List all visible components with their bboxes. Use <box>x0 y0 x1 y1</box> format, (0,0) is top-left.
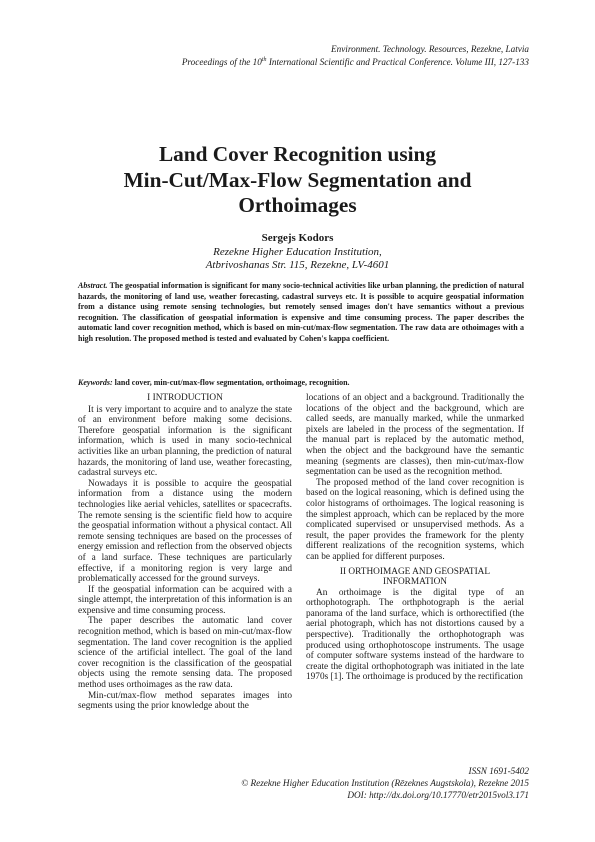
running-header-venue: Environment. Technology. Resources, Rezekne, Latvia <box>331 44 529 54</box>
section-heading-introduction: I INTRODUCTION <box>147 393 223 403</box>
author-affiliation <box>60 246 535 272</box>
paragraph: Min-cut/max-flow method separates images into segments using the prior knowledge about the <box>78 690 292 712</box>
footer-doi: DOI: http://dx.doi.org/10.17770/etr2015vol3.171 <box>347 790 529 800</box>
paragraph: It is very important to acquire and to analyze the state of an environment before making some decisions. Therefore geospatial information is the significant information, which is used in many socio-technical activities like an urban planning, the prediction of natural hazards, the monitoring of land use, weather forecasting, cadastral surveys etc. <box>78 404 292 479</box>
affiliation-line-1: Rezekne Higher Education Institution, <box>213 246 382 258</box>
title-line-1: Land Cover Recognition using <box>158 142 437 166</box>
affiliation-line-2: Atbrivoshanas Str. 115, Rezekne, LV-4601 <box>205 259 390 271</box>
title-line-3: Orthoimages <box>238 193 357 217</box>
title-line-2: Min-Cut/Max-Flow Segmentation and <box>123 167 472 192</box>
section-heading-line-1: II ORTHOIMAGE AND GEOSPATIAL <box>339 566 491 577</box>
paper-title <box>60 142 535 219</box>
abstract-text: The geospatial information is significant for many socio-technical activities like urban planning, the prediction of natural hazards, the monitoring of land use, weather forecasting, cadastral surveys etc. It is possible to acquire geospatial information from a distance using remote sensing technologies, but remotely sensed images don't have semantics without a previous recognition. The classification of geospatial information is expensive and time consuming process. The paper describes the automatic land cover recognition method, which is based on min-cut/max-flow segmentation. The raw data are othoimages with a high resolution. The proposed method is tested and evaluated by Cohen's kappa coefficient. <box>78 281 524 343</box>
proceedings-text-start: Proceedings of the 10 <box>181 57 262 68</box>
abstract <box>78 281 524 345</box>
abstract-label: Abstract. <box>78 281 108 290</box>
running-header-proceedings <box>182 55 529 69</box>
paragraph: Nowadays it is possible to acquire the geospatial information from a distance using the modern technologies like aerial vehicles, satellites or spacecrafts. The remote sensing is the scientific field how to acquire the geospatial information without a physical contact. All remote sensing techniques are based on the processes of energy emission and reflection from the observed objects of a land surface. These techniques are particularly effective, if a monitoring region is very large and problematically accessed for the ground surveys. <box>78 478 292 585</box>
paragraph: An orthoimage is the digital type of an orthophotograph. The orthphotograph is the aerial panorama of the land surface, which is orthorectified (the aerial photograph, which has not distortions caused by a perspective). Traditionally the orthophotograph was produced using orthophotoscope instruments. The usage of computer software systems instead of the hardware to create the digital orthophotograph was initiated in the late 1970s [1]. The orthoimage is produced by the rectification <box>306 587 524 683</box>
section-heading-orthoimage <box>306 567 524 588</box>
paragraph: The proposed method of the land cover recognition is based on the logical reasoning, which is defined using the color histograms of orthoimages. The logical reasoning is the simplest approach, which can be replaced by the more complicated supervised or unsupervised methods. As a result, the paper provides the framework for the plenty different realizations of the recognition systems, which can be applied for different purposes. <box>306 477 524 562</box>
paragraph: The paper describes the automatic land cover recognition method, which is based on min-cut/max-flow segmentation. The land cover recognition is the applied science of the artificial intellect. The goal of the land cover recognition is the classification of the geospatial objects using the remote sensing data. The proposed method uses orthoimages as the raw data. <box>78 616 292 691</box>
keywords <box>78 378 524 389</box>
footer-copyright: © Rezekne Higher Education Institution (Rēzeknes Augstskola), Rezekne 2015 <box>241 778 529 788</box>
keywords-text: land cover, min-cut/max-flow segmentation, orthoimage, recognition. <box>112 378 350 387</box>
proceedings-text-end: International Scientific and Practical Conference. Volume III, 127-133 <box>266 57 529 68</box>
section-heading-line-2: INFORMATION <box>382 577 448 588</box>
paragraph: locations of an object and a background. Traditionally the locations of the object and the background, which are called seeds, are manually marked, while the unmarked pixels are labeled in the process of the segmentation. If the manual part is replaced by the automatic method, when the object and the background have the semantic meaning (segments are classes), then min-cut/max-flow segmentation can be used as the recognition method. <box>306 393 524 478</box>
left-column <box>78 393 292 712</box>
author-name: Sergejs Kodors <box>261 232 334 244</box>
ordinal-suffix: th <box>261 57 267 63</box>
paragraph: If the geospatial information can be acquired with a single attempt, the interpretation of this information is an expensive and time consuming process. <box>78 584 292 616</box>
right-column <box>306 393 524 683</box>
footer-issn: ISSN 1691-5402 <box>468 766 529 776</box>
keywords-label: Keywords: <box>78 378 113 387</box>
